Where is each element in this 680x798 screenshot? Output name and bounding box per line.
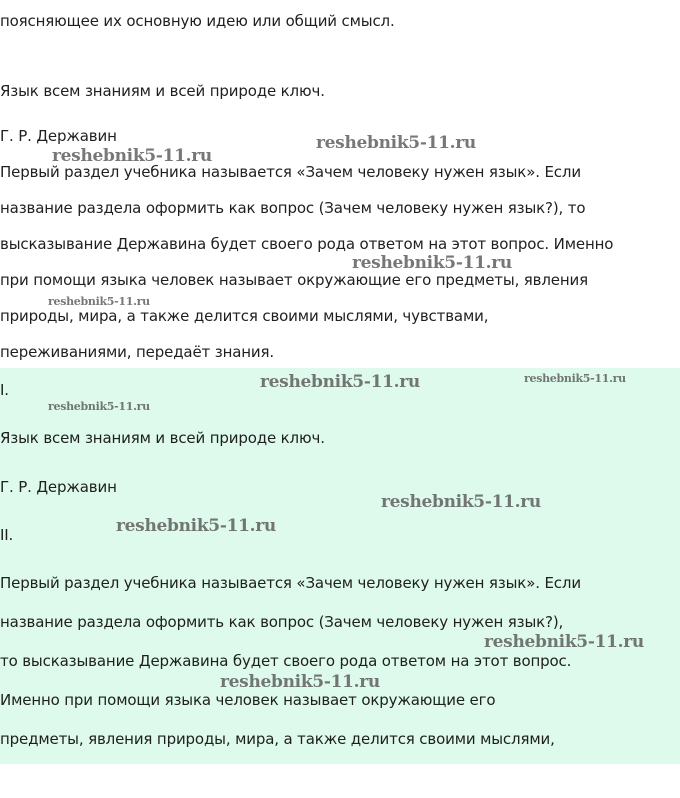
paragraph-line: высказывание Державина будет своего рода ответом на этот вопрос. Именно bbox=[0, 235, 614, 253]
section-marker-2: II. bbox=[0, 526, 14, 544]
watermark: reshebnik5-11.ru bbox=[260, 372, 420, 392]
paragraph-line: переживаниями, передаёт знания. bbox=[0, 343, 275, 361]
watermark: reshebnik5-11.ru bbox=[52, 146, 212, 166]
watermark: reshebnik5-11.ru bbox=[48, 295, 150, 308]
section-marker-1: I. bbox=[0, 381, 9, 399]
text-line: поясняющее их основную идею или общий смысл. bbox=[0, 12, 395, 30]
answer-paragraph-line: название раздела оформить как вопрос (Зачем человеку нужен язык?), bbox=[0, 613, 564, 631]
watermark: reshebnik5-11.ru bbox=[116, 516, 276, 536]
answer-paragraph-line: то высказывание Державина будет своего рода ответом на этот вопрос. bbox=[0, 652, 572, 670]
paragraph-line: название раздела оформить как вопрос (Зачем человеку нужен язык?), то bbox=[0, 199, 586, 217]
answer-paragraph-line: предметы, явления природы, мира, а также делится своими мыслями, bbox=[0, 730, 555, 748]
epigraph-quote: Язык всем знаниям и всей природе ключ. bbox=[0, 82, 325, 100]
answer-epigraph-quote: Язык всем знаниям и всей природе ключ. bbox=[0, 429, 325, 447]
watermark: reshebnik5-11.ru bbox=[381, 492, 541, 512]
paragraph-line: при помощи языка человек называет окружающие его предметы, явления bbox=[0, 271, 589, 289]
answer-paragraph-line: Первый раздел учебника называется «Зачем человеку нужен язык». Если bbox=[0, 574, 581, 592]
watermark: reshebnik5-11.ru bbox=[220, 672, 380, 692]
paragraph-line: Первый раздел учебника называется «Зачем человеку нужен язык». Если bbox=[0, 163, 581, 181]
epigraph-author: Г. Р. Державин bbox=[0, 127, 117, 145]
watermark: reshebnik5-11.ru bbox=[524, 372, 626, 385]
paragraph-line: природы, мира, а также делится своими мыслями, чувствами, bbox=[0, 307, 489, 325]
watermark: reshebnik5-11.ru bbox=[316, 133, 476, 153]
answer-paragraph-line: Именно при помощи языка человек называет окружающие его bbox=[0, 691, 496, 709]
watermark: reshebnik5-11.ru bbox=[484, 632, 644, 652]
watermark: reshebnik5-11.ru bbox=[48, 400, 150, 413]
watermark: reshebnik5-11.ru bbox=[352, 253, 512, 273]
answer-epigraph-author: Г. Р. Державин bbox=[0, 478, 117, 496]
